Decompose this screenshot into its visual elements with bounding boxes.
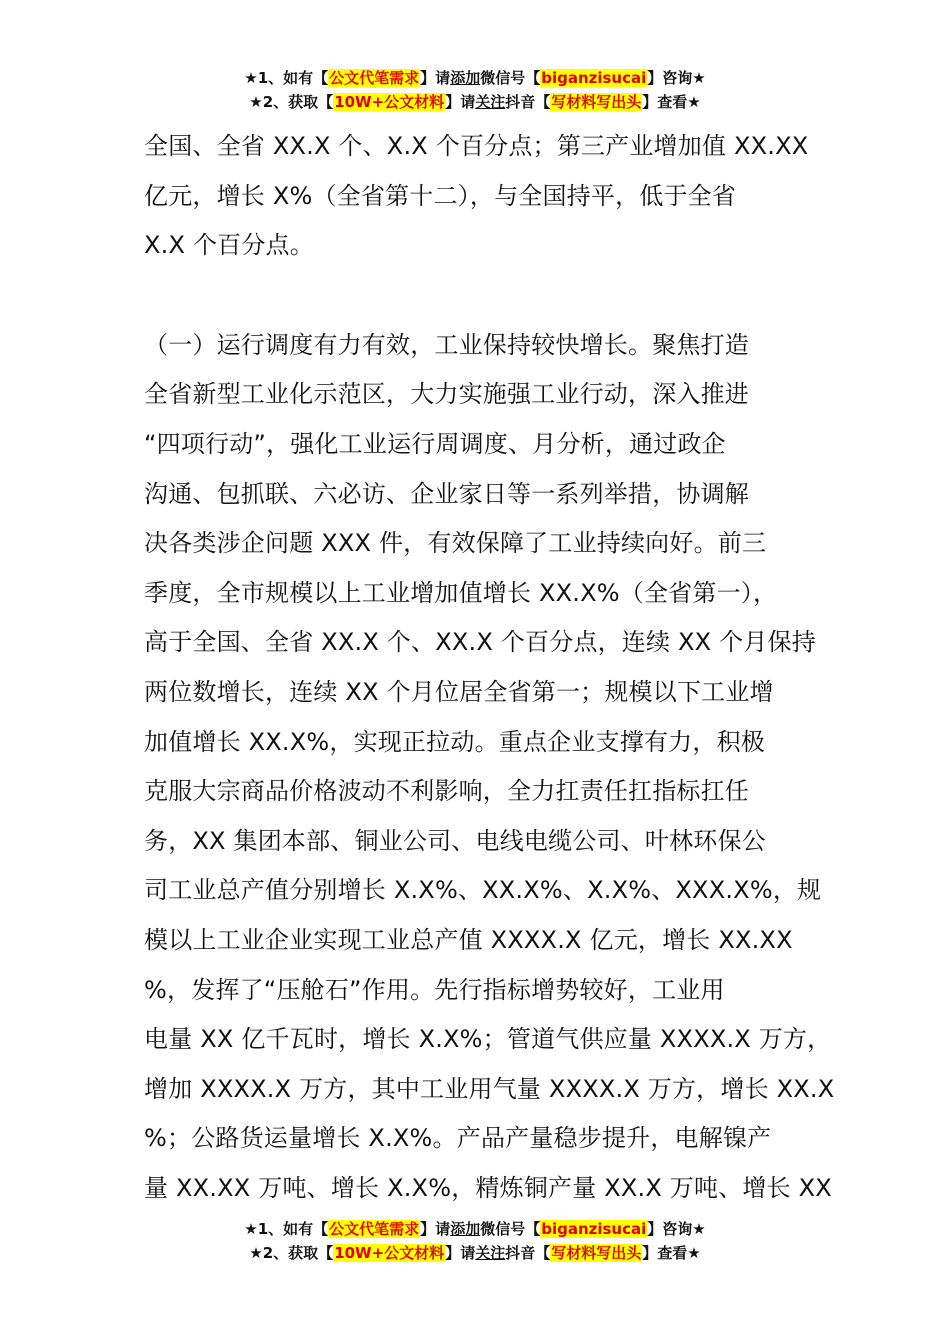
banner-text: ★2、获取【 [249,1244,334,1262]
banner-text: 微信号【 [480,1220,541,1238]
paragraph-1 [144,122,834,271]
banner-text: 】查看★ [642,93,701,111]
paragraph-2 [144,321,834,1214]
banner-text: ★1、如有【 [244,69,329,87]
banner-text: 抖音【 [505,1244,551,1262]
text-line: 全国、全省 XX.X 个、X.X 个百分点；第三产业增加值 XX.XX [144,132,809,160]
text-line: （一）运行调度有力有效，工业保持较快增长。聚焦打造 [144,330,749,359]
highlight-service: 公文代笔需求 [329,1220,420,1238]
banner-line-2 [0,90,950,114]
text-line: 司工业总产值分别增长 X.X%、XX.X%、X.X%、XXX.X%，规 [144,876,822,905]
underlined-follow: 关注 [475,1244,506,1262]
banner-text: 微信号【 [480,69,541,87]
text-line: %；公路货运量增长 X.X%。产品产量稳步提升，电解镍产 [144,1124,772,1153]
highlight-wechat-id: biganzisucai [541,1220,647,1238]
text-line: 沟通、包抓联、六必访、企业家日等一系列举措，协调解 [144,479,749,508]
paragraph-gap [144,271,834,321]
highlight-douyin-id: 写材料写出头 [551,93,642,111]
underlined-add: 添加 [450,69,481,87]
banner-text: 】请 [445,1244,476,1262]
highlight-wechat-id: biganzisucai [541,69,647,87]
text-line: “四项行动”，强化工业运行周调度、月分析，通过政企 [144,429,726,458]
text-line: 决各类涉企问题 XXX 件，有效保障了工业持续向好。前三 [144,529,767,558]
text-line: %，发挥了“压舱石”作用。先行指标增势较好，工业用 [144,975,725,1004]
banner-text: 】咨询★ [647,69,706,87]
text-line: 季度，全市规模以上工业增加值增长 XX.X%（全省第一）， [144,578,778,607]
banner-text: 】请 [420,1220,451,1238]
text-line: 增加 XXXX.X 万方，其中工业用气量 XXXX.X 万方，增长 XX.X [144,1074,835,1103]
text-line: 量 XX.XX 万吨、增长 X.X%，精炼铜产量 XX.X 万吨、增长 XX [144,1173,832,1202]
banner-text: 抖音【 [505,93,551,111]
banner-text: 】请 [420,69,451,87]
text-line: 电量 XX 亿千瓦时，增长 X.X%；管道气供应量 XXXX.X 万方， [144,1025,832,1054]
text-line: 两位数增长，连续 XX 个月位居全省第一；规模以下工业增 [144,677,774,706]
text-line: 加值增长 XX.X%，实现正拉动。重点企业支撑有力，积极 [144,727,765,756]
text-line: 亿元，增长 X%（全省第十二），与全国持平，低于全省 [144,181,737,210]
text-line: 全省新型工业化示范区，大力实施强工业行动，深入推进 [144,380,749,409]
footer-banner [0,1217,950,1265]
text-line: X.X 个百分点。 [144,231,314,260]
highlight-materials: 10W+公文材料 [334,93,445,111]
banner-text: 】咨询★ [647,1220,706,1238]
underlined-add: 添加 [450,1220,481,1238]
banner-line-1 [0,66,950,90]
banner-text: ★2、获取【 [249,93,334,111]
text-line: 务，XX 集团本部、铜业公司、电线电缆公司、叶林环保公 [144,826,766,855]
text-line: 高于全国、全省 XX.X 个、XX.X 个百分点，连续 XX 个月保持 [144,628,816,657]
text-line: 模以上工业企业实现工业总产值 XXXX.X 亿元，增长 XX.XX [144,925,793,954]
document-body [144,122,834,1213]
header-banner [0,66,950,114]
text-line: 克服大宗商品价格波动不利影响，全力扛责任扛指标扛任 [144,777,749,806]
banner-line-2 [0,1241,950,1265]
highlight-douyin-id: 写材料写出头 [551,1244,642,1262]
highlight-materials: 10W+公文材料 [334,1244,445,1262]
banner-line-1 [0,1217,950,1241]
banner-text: 】请 [445,93,476,111]
underlined-follow: 关注 [475,93,506,111]
highlight-service: 公文代笔需求 [329,69,420,87]
banner-text: ★1、如有【 [244,1220,329,1238]
banner-text: 】查看★ [642,1244,701,1262]
